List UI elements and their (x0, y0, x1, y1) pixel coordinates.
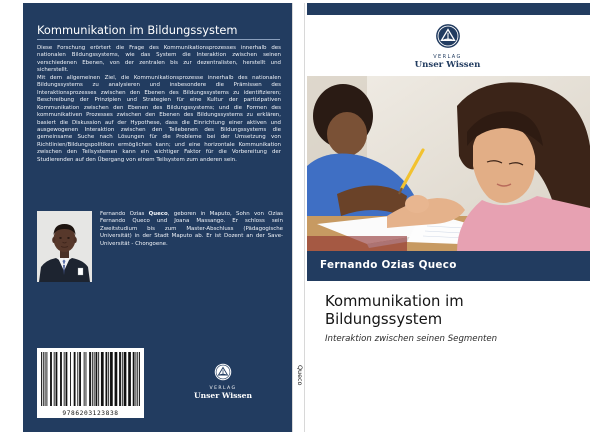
book-in-circle-icon (214, 363, 232, 381)
barcode-bars (37, 348, 144, 410)
barcode-bar (101, 352, 104, 406)
barcode-bar (77, 352, 78, 406)
barcode-bar (105, 352, 107, 406)
front-subtitle: Interaktion zwischen seinen Segmenten (325, 334, 498, 344)
blurb-paragraph: Mit dem allgemeinen Ziel, die Kommunikationsprozesse innerhalb des nationalen Bildungssystems zu analysieren und insbesondere die Prämissen des Interaktionsprozesses zwischen den Ebenen des Bildungssystems zu identifizieren; Beschreibung der Prinzipien und Strategien für eine Kultur der partizipativen Kommunikation zwischen den Ebenen des Bildungssystems; und die Formen des kommunikativen Prozesses zwischen den Ebenen des Bildungssystems zu erklären, basiert die Diskussion auf der Hypothese, dass die Einrichtung einer aktiven und ausgewogenen Interaktion zwischen den Teilebenen des Bildungssystems die gemeinsame Suche nach Lösungen für die Probleme bei der Umsetzung von Richtlinien/Bildungspolitiken ermöglichen kann; und eine horizontale Kommunikation zwischen den Teilsystemen kann ein wichtiger Faktor für die Vorbereitung der Studierenden auf den Übergang von einem Teilsystem zum anderen sein. (37, 74, 281, 163)
back-cover-blurb (37, 45, 281, 164)
barcode-bar (50, 352, 52, 406)
barcode-bar (86, 352, 87, 406)
author-photo (37, 211, 92, 282)
barcode-bar (124, 352, 127, 406)
barcode-bar (137, 352, 138, 406)
front-top-bar (307, 3, 590, 15)
barcode-bar (115, 352, 118, 406)
back-cover-title: Kommunikation im Bildungssystem (37, 23, 238, 37)
author-biography (100, 211, 283, 248)
publisher-name: Unser Wissen (414, 60, 481, 70)
barcode-bar (56, 352, 58, 406)
barcode-bar (133, 352, 135, 406)
barcode-bar (98, 352, 99, 406)
barcode-bar (54, 352, 55, 406)
spine-author: Queco (296, 365, 304, 386)
front-cover (305, 3, 590, 432)
barcode-bar (119, 352, 121, 406)
publisher-logo-front (405, 23, 490, 70)
barcode-bar (41, 352, 42, 406)
barcode-bar (135, 352, 136, 406)
book-spine (292, 3, 305, 432)
author-bio-surname: Queco (148, 211, 168, 217)
barcode-bar (110, 352, 113, 406)
publisher-logo-back (193, 363, 253, 400)
barcode-bar (108, 352, 109, 406)
barcode-bar (64, 352, 65, 406)
barcode-number: 9786203123838 (62, 410, 119, 417)
barcode-bar (74, 352, 76, 406)
barcode-bar (60, 352, 62, 406)
title-divider (37, 39, 280, 40)
publisher-verlag-label: VERLAG (209, 386, 237, 391)
blurb-paragraph: Diese Forschung erörtert die Frage des Kommunikationsprozesses innerhalb des nationalen Bildungssystems, wie das System die Interaktion zwischen seinen verschiedenen Ebenen, von der zentralen bis zur dezentralisten, herstellt und sicherstellt. (37, 45, 281, 74)
back-cover (23, 3, 292, 432)
barcode-bar (128, 352, 131, 406)
barcode-bar (94, 352, 95, 406)
barcode-bar (43, 352, 44, 406)
barcode-bar (66, 352, 68, 406)
book-in-circle-icon (435, 23, 461, 49)
barcode-bar (122, 352, 123, 406)
cover-photo (307, 76, 590, 251)
barcode-bar (139, 352, 140, 406)
barcode-bar (79, 352, 81, 406)
front-author-name: Fernando Ozias Queco (320, 259, 457, 271)
author-bio-text: , geboren in Maputo, Sohn von Ozias Fernando Queco und Joana Massango. Er schloss sein Zweitstudium bis zum Master-Abschluss (Pädagogische Universität) in der Stadt Maputo ab. Er ist Dozent an der Save-Universität - Chongoene. (100, 211, 283, 247)
barcode-bar (89, 352, 91, 406)
author-bio-prefix: Fernando Ozias (100, 211, 149, 217)
barcode-bar (46, 352, 47, 406)
barcode-bar (45, 352, 46, 406)
publisher-name: Unser Wissen (193, 391, 253, 400)
barcode-bar (70, 352, 71, 406)
author-band (307, 251, 590, 281)
barcode-bar (84, 352, 85, 406)
publisher-verlag-label: VERLAG (433, 54, 462, 60)
isbn-barcode (37, 348, 144, 418)
barcode-bar (96, 352, 98, 406)
barcode-bar (92, 352, 93, 406)
front-title: Kommunikation im Bildungssystem (325, 293, 464, 328)
